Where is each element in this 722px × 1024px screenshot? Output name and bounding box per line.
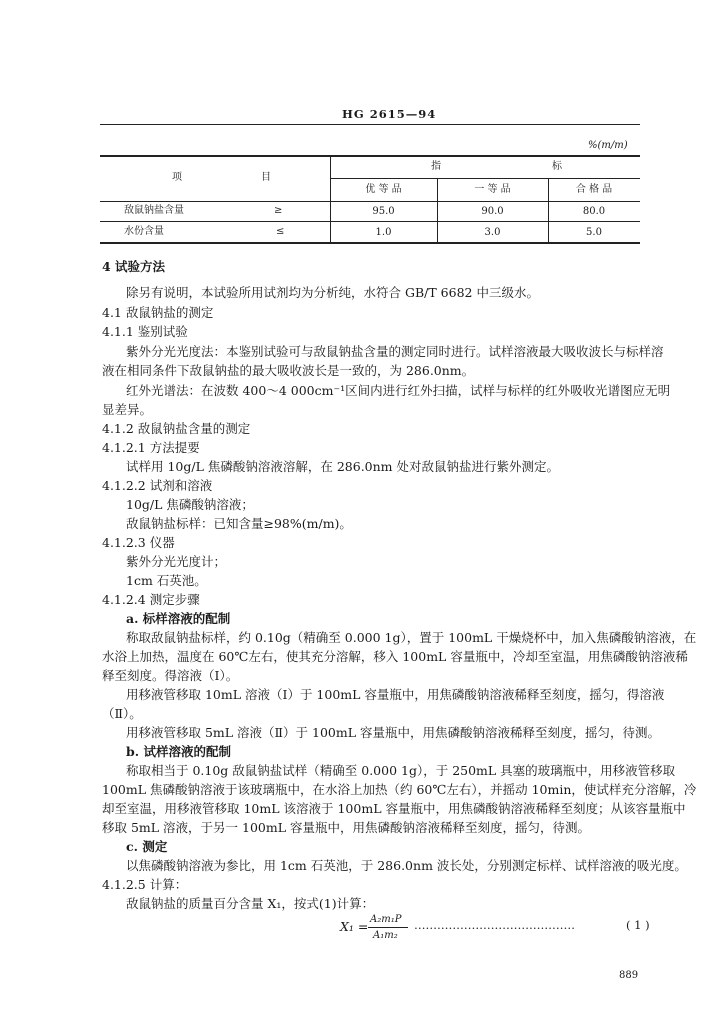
step-a-line-5: （Ⅱ）。 xyxy=(102,706,142,721)
table-row-1-sign: ≥ xyxy=(274,205,283,216)
paragraph-uv-line-2: 液在相同条件下敌鼠钠盐的最大吸收波长是一致的，为 286.0nm。 xyxy=(102,363,475,378)
unit-note: %(m/m) xyxy=(588,140,628,151)
paragraph-calculation: 敌鼠钠盐的质量百分含量 X₁，按式(1)计算： xyxy=(126,896,375,911)
table-head-spec-left: 指 xyxy=(431,161,441,172)
step-a-title: a. 标样溶液的配制 xyxy=(126,611,231,626)
section-4-1-2-4: 4.1.2.4 测定步骤 xyxy=(102,592,200,607)
step-c-title: c. 测定 xyxy=(126,839,168,854)
table-row-2-value-3: 5.0 xyxy=(586,227,602,238)
step-a-line-6: 用移液管移取 5mL 溶液（Ⅱ）于 100mL 容量瓶中，用焦磷酸钠溶液稀释至刻度，摇匀，待测。 xyxy=(126,725,661,740)
paragraph-intro: 除另有说明，本试验所用试剂均为分析纯，水符合 GB/T 6682 中三级水。 xyxy=(126,285,539,300)
paragraph-ir-line-2: 显差异。 xyxy=(102,402,153,417)
instrument-1: 紫外分光光度计； xyxy=(126,554,227,569)
section-4-1-2-3: 4.1.2.3 仪器 xyxy=(102,535,175,550)
reagent-2: 敌鼠钠盐标样：已知含量≥98%(m/m)。 xyxy=(126,516,352,531)
table-row-2-value-1: 1.0 xyxy=(375,227,392,238)
table-row-1-value-2: 90.0 xyxy=(481,206,504,217)
instrument-2: 1cm 石英池。 xyxy=(126,573,207,588)
table-head-item-right: 目 xyxy=(261,172,271,183)
page-number: 889 xyxy=(619,970,639,981)
table-row-2-sign: ≤ xyxy=(276,226,285,237)
table-head-grade-3: 合 格 品 xyxy=(575,184,613,195)
section-4-title: 4 试验方法 xyxy=(102,259,166,274)
formula-leader-dots: …………………………………… xyxy=(414,918,575,932)
section-4-1-2-1: 4.1.2.1 方法提要 xyxy=(102,440,200,455)
table-head-item-left: 项 xyxy=(172,172,182,183)
table-row-1-value-1: 95.0 xyxy=(372,206,395,217)
step-a-line-3: 释至刻度。得溶液（Ⅰ）。 xyxy=(102,668,239,683)
table-row-2-value-2: 3.0 xyxy=(484,227,501,238)
formula-fraction-bar xyxy=(368,927,408,928)
step-a-line-2: 水浴上加热，温度在 60℃左右，使其充分溶解，移入 100mL 容量瓶中，冷却至室温，用焦磷酸钠溶液稀 xyxy=(102,649,688,664)
formula-lhs: X₁ = xyxy=(340,919,369,934)
standard-code-header: HG 2615—94 xyxy=(342,107,437,121)
section-4-1-2-2: 4.1.2.2 试剂和溶液 xyxy=(102,478,213,493)
table-head-grade-1: 优 等 品 xyxy=(365,184,402,195)
step-b-line-2: 100mL 焦磷酸钠溶液于该玻璃瓶中，在水浴上加热（约 60℃左右），并摇动 10min，使试样充分溶解，冷 xyxy=(102,782,697,797)
step-b-line-4: 移取 5mL 溶液，于另一 100mL 容量瓶中，用焦磷酸钠溶液稀释至刻度，摇匀，待测。 xyxy=(102,820,591,835)
step-b-line-3: 却至室温，用移液管移取 10mL 该溶液于 100mL 容量瓶中，用焦磷酸钠溶液稀释至刻度；从该容量瓶中 xyxy=(102,801,686,816)
section-4-1: 4.1 敌鼠钠盐的测定 xyxy=(102,305,214,320)
step-a-line-1: 称取敌鼠钠盐标样，约 0.10g（精确至 0.000 1g），置于 100mL 干燥烧杯中，加入焦磷酸钠溶液，在 xyxy=(126,630,697,645)
formula-denominator: A₁m₂ xyxy=(373,930,398,941)
table-head-spec-right: 标 xyxy=(552,161,562,172)
section-4-1-2-5: 4.1.2.5 计算： xyxy=(102,877,188,892)
table-row-2-name: 水份含量 xyxy=(124,226,164,237)
step-b-title: b. 试样溶液的配制 xyxy=(126,744,231,759)
section-4-1-1: 4.1.1 鉴别试验 xyxy=(102,324,188,339)
step-c-line-1: 以焦磷酸钠溶液为参比，用 1cm 石英池，于 286.0nm 波长处，分别测定标样、试样溶液的吸光度。 xyxy=(126,858,687,873)
step-b-line-1: 称取相当于 0.10g 敌鼠钠盐试样（精确至 0.000 1g），于 250mL 具塞的玻璃瓶中，用移液管移取 xyxy=(126,763,676,778)
paragraph-ir-line-1: 红外光谱法：在波数 400～4 000cm⁻¹区间内进行红外扫描，试样与标样的红外吸收光谱图应无明 xyxy=(126,383,671,398)
table-head-grade-2: 一 等 品 xyxy=(474,184,511,195)
step-a-line-4: 用移液管移取 10mL 溶液（Ⅰ）于 100mL 容量瓶中，用焦磷酸钠溶液稀释至刻度，摇匀，得溶液 xyxy=(126,687,665,702)
header-rule xyxy=(100,124,640,125)
paragraph-method: 试样用 10g/L 焦磷酸钠溶液溶解，在 286.0nm 处对敌鼠钠盐进行紫外测定。 xyxy=(126,459,560,474)
formula-number: ( 1 ) xyxy=(626,918,650,932)
section-4-1-2: 4.1.2 敌鼠钠盐含量的测定 xyxy=(102,421,251,436)
table-row-1-name: 敌鼠钠盐含量 xyxy=(124,205,184,216)
formula-numerator: A₂m₁P xyxy=(370,914,402,925)
table-row-1-value-3: 80.0 xyxy=(582,206,606,217)
paragraph-uv-line-1: 紫外分光光度法：本鉴别试验可与敌鼠钠盐含量的测定同时进行。试样溶液最大吸收波长与标样溶 xyxy=(126,344,664,359)
reagent-1: 10g/L 焦磷酸钠溶液； xyxy=(126,497,254,512)
